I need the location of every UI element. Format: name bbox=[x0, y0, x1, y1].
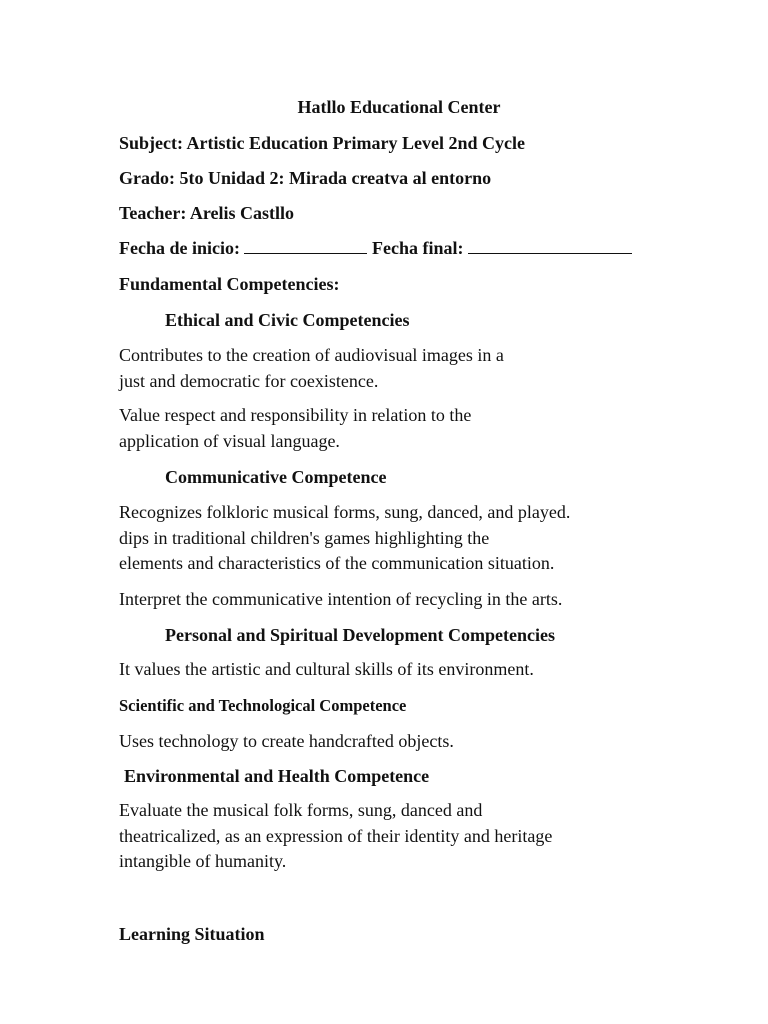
paragraph-line: just and democratic for coexistence. bbox=[119, 370, 379, 391]
paragraph-line: application of visual language. bbox=[119, 430, 340, 451]
ethical-heading: Ethical and Civic Competencies bbox=[165, 310, 410, 330]
end-date-label: Fecha final: bbox=[371, 238, 464, 258]
dates-line bbox=[119, 236, 632, 261]
communicative-paragraph-2: Interpret the communicative intention of recycling in the arts. bbox=[119, 589, 563, 609]
paragraph-line: Recognizes folkloric musical forms, sung, danced, and played. bbox=[119, 502, 571, 522]
paragraph-line: elements and characteristics of the communication situation. bbox=[119, 553, 555, 573]
fundamental-heading: Fundamental Competencies: bbox=[119, 274, 340, 294]
scientific-paragraph: Uses technology to create handcrafted objects. bbox=[119, 731, 454, 751]
paragraph-line: Evaluate the musical folk forms, sung, danced and bbox=[119, 800, 483, 820]
end-date-blank bbox=[468, 237, 632, 254]
paragraph-line: Value respect and responsibility in relation to the bbox=[119, 405, 472, 425]
communicative-paragraph-1 bbox=[119, 500, 570, 577]
paragraph-line: theatricalized, as an expression of their identity and heritage bbox=[119, 825, 553, 846]
learning-situation-heading: Learning Situation bbox=[119, 924, 265, 944]
subject-line: Subject: Artistic Education Primary Level 2nd Cycle bbox=[119, 133, 525, 153]
start-date-blank bbox=[244, 237, 367, 254]
communicative-heading: Communicative Competence bbox=[165, 467, 387, 487]
start-date-label: Fecha de inicio: bbox=[119, 238, 240, 258]
center-name: Hatllo Educational Center bbox=[297, 97, 501, 117]
personal-heading: Personal and Spiritual Development Competencies bbox=[165, 625, 555, 645]
scientific-heading: Scientific and Technological Competence bbox=[119, 696, 407, 715]
personal-paragraph: It values the artistic and cultural skills of its environment. bbox=[119, 659, 534, 679]
grade-line: Grado: 5to Unidad 2: Mirada creatva al entorno bbox=[119, 168, 492, 188]
paragraph-line: dips in traditional children's games highlighting the bbox=[119, 527, 490, 548]
paragraph-line: Contributes to the creation of audiovisual images in a bbox=[119, 345, 504, 365]
ethical-paragraph-2 bbox=[119, 403, 471, 454]
paragraph-line: intangible of humanity. bbox=[119, 851, 287, 871]
environmental-heading: Environmental and Health Competence bbox=[124, 766, 430, 786]
environmental-paragraph bbox=[119, 798, 552, 875]
teacher-line: Teacher: Arelis Castllo bbox=[119, 203, 294, 223]
ethical-paragraph-1 bbox=[119, 343, 504, 394]
